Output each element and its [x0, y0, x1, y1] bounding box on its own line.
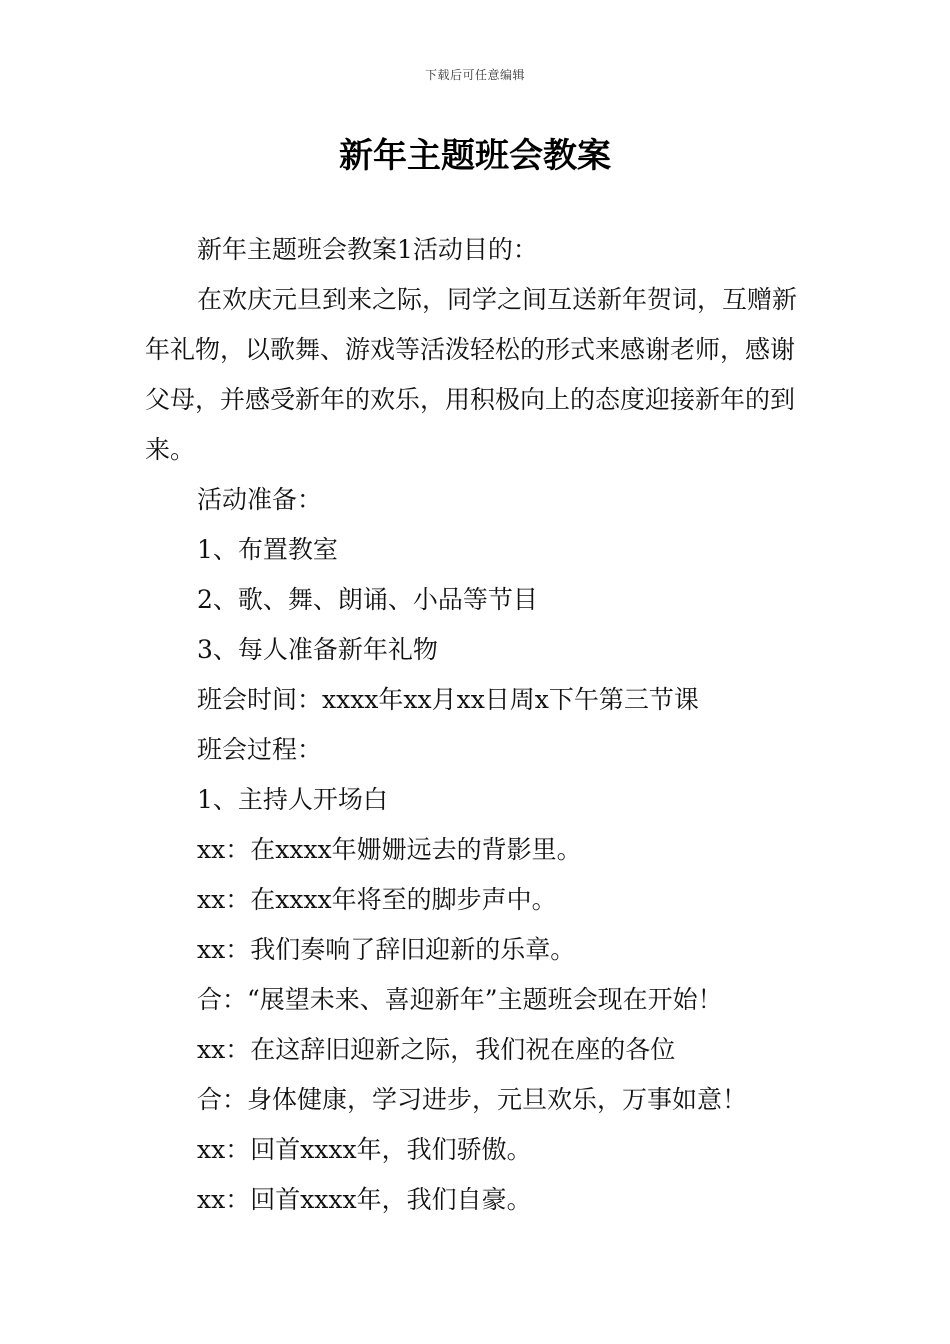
dialogue-line: 合：“展望未来、喜迎新年”主题班会现在开始！ [197, 985, 723, 1014]
document-title: 新年主题班会教案 [339, 136, 611, 176]
paragraph-activity-goal-heading: 新年主题班会教案1活动目的： [197, 235, 538, 264]
list-item: 1、主持人开场白 [197, 785, 388, 814]
list-item: 2、歌、舞、朗诵、小品等节目 [197, 585, 538, 614]
dialogue-line: xx：回首xxxx年，我们骄傲。 [197, 1135, 532, 1164]
list-item: 1、布置教室 [197, 535, 338, 564]
class-time-line: 班会时间：xxxx年xx月xx日周x下午第三节课 [197, 685, 699, 714]
dialogue-line: xx：在xxxx年将至的脚步声中。 [197, 885, 557, 914]
dialogue-line: xx：回首xxxx年，我们自豪。 [197, 1185, 532, 1214]
process-heading: 班会过程： [197, 735, 323, 764]
document-body [145, 225, 810, 1225]
list-item: 3、每人准备新年礼物 [197, 635, 438, 664]
dialogue-line: 合：身体健康，学习进步，元旦欢乐，万事如意！ [197, 1085, 748, 1114]
dialogue-line: xx：在xxxx年姗姗远去的背影里。 [197, 835, 582, 864]
dialogue-line: xx：我们奏响了辞旧迎新的乐章。 [197, 935, 576, 964]
header-note: 下载后可任意编辑 [424, 68, 525, 82]
paragraph-preparation-heading: 活动准备： [197, 485, 323, 514]
dialogue-line: xx：在这辞旧迎新之际，我们祝在座的各位 [197, 1035, 676, 1064]
paragraph-activity-goal: 在欢庆元旦到来之际，同学之间互送新年贺词，互赠新年礼物，以歌舞、游戏等活泼轻松的形式来感谢老师，感谢父母，并感受新年的欢乐，用积极向上的态度迎接新年的到来。 [145, 285, 798, 464]
